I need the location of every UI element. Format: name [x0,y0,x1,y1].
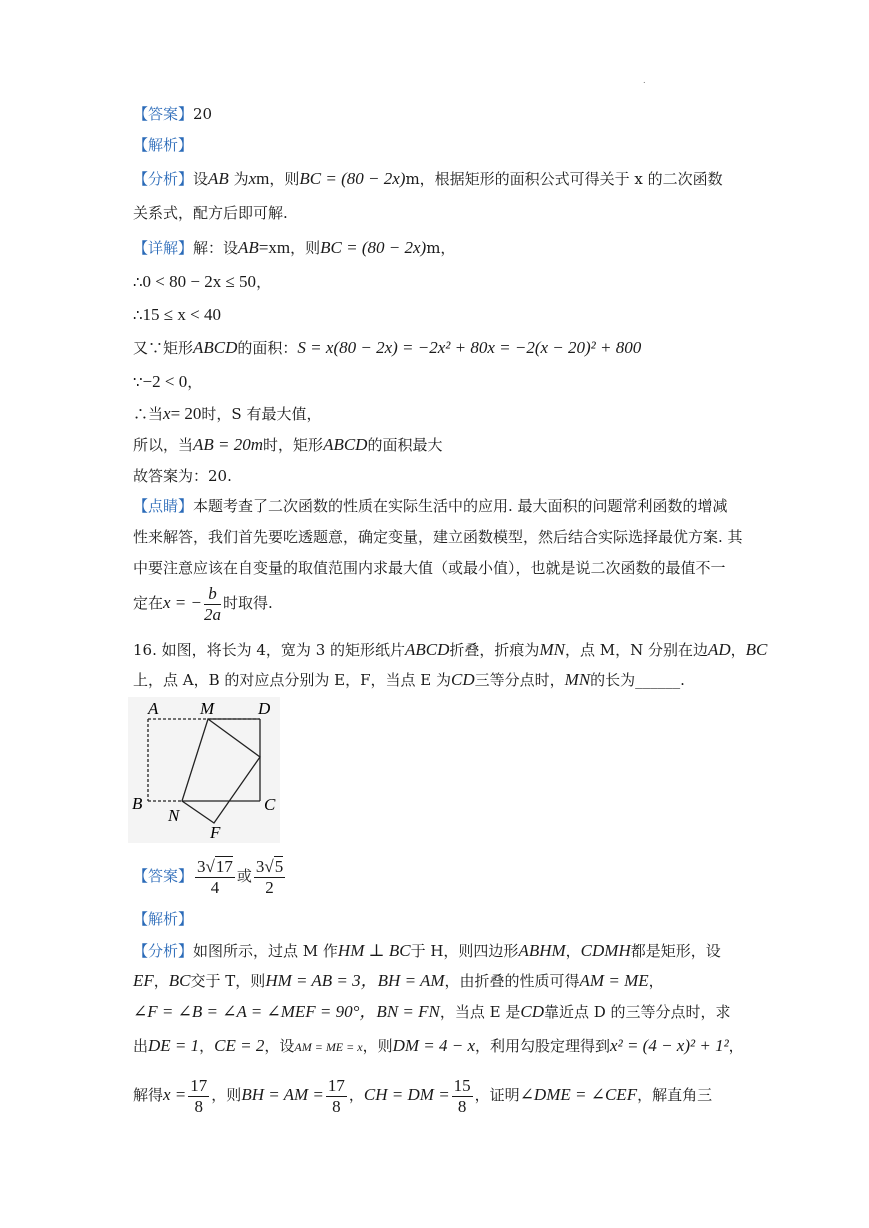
therefore-symbol: ∴ [133,273,143,291]
text: ， [728,1037,744,1055]
numerator: 3√17 [197,856,233,876]
math: BH = AM = [241,1085,324,1104]
text: 时，S 有最大值， [201,405,322,423]
folded-rectangle-figure [128,697,280,843]
math: ∠DME = ∠CEF [519,1085,638,1104]
radicand: 5 [274,856,284,876]
text: 上，点 A，B 的对应点分别为 E，F，当点 E 为 [133,671,452,689]
radicand: 17 [215,856,233,876]
numerator: b [204,584,221,605]
text: ，则 [290,239,321,257]
denominator: 8 [194,1096,204,1116]
text: 的长为______. [590,671,685,689]
math: 15 ≤ x < 40 [142,305,221,324]
fraction [326,1076,347,1117]
dianjing-tag: 【点睛】 [133,497,194,515]
q15-step-4 [133,372,202,392]
q16-stem-line-2 [133,670,685,690]
text: 交于 T，则 [190,972,266,990]
denominator: 8 [457,1096,467,1116]
answer-tag: 【答案】 [133,867,194,885]
text: ，则 [362,1037,393,1055]
q15-step-6 [133,435,442,455]
numerator: 17 [190,1075,208,1095]
answer-fraction-2 [254,857,285,898]
math: AB [238,238,259,257]
text: 时，矩形 [263,436,324,454]
label-n: N [168,806,180,825]
label-b: B [132,794,143,813]
math: CE = 2 [214,1036,265,1055]
analysis-tag: 【解析】 [133,910,194,928]
text: 定在 [133,594,164,612]
math: CD [520,1002,544,1021]
text: ， [730,641,746,659]
q16-fenxi-line-5 [133,1071,712,1119]
q15-step-7: 故答案为：20. [133,467,232,485]
math: ABCD [405,640,450,659]
text: 设 [193,170,209,188]
text: ，点 M，N 分别在边 [564,641,708,659]
math: −2 < 0 [142,372,188,391]
numerator: 3√5 [255,856,284,876]
q15-analysis-tag-line [133,135,193,155]
answer-fraction-1 [195,857,235,898]
answer-value: 20 [193,105,213,123]
math: ∠F = ∠B = ∠A = ∠MEF = 90°，BN = FN [133,1002,440,1021]
answer-tag: 【答案】 [133,105,194,123]
text: 都是矩形，设 [630,942,721,960]
text: ，由折叠的性质可得 [444,972,580,990]
text: ， [199,1037,215,1055]
q15-dianjing-line-2: 性来解答，我们首先要吃透题意，确定变量，建立函数模型，然后结合实际选择最优方案. 其 [133,528,743,546]
math: DE = 1 [148,1036,200,1055]
denominator: 2a [204,604,222,624]
math: DM = 4 − x [392,1036,476,1055]
text: 或 [236,867,252,885]
analysis-tag: 【解析】 [133,136,194,154]
q16-fenxi-line-2 [133,971,664,991]
math: CD [451,670,475,689]
math: S = x(80 − 2x) = −2x² + 80x = −2(x − 20)² + 800 [297,338,642,357]
q16-fenxi-line-4 [133,1036,744,1057]
text: ， [565,942,581,960]
math: ABHM [518,941,566,960]
q16-fenxi-line-1 [133,941,721,961]
text: ，证明 [474,1086,520,1104]
q15-fenxi-line-2: 关系式，配方后即可解. [133,204,288,222]
math: ABCD [323,435,368,454]
text: ， [256,273,272,291]
text: ，利用勾股定理得到 [475,1037,611,1055]
text: m，根据矩形的面积公式可得关于 x 的二次函数 [405,170,723,188]
math: x [163,404,171,423]
math: BC [168,971,191,990]
q15-step-5 [133,404,321,424]
q16-stem-line-1 [133,640,767,660]
math: ABCD [193,338,238,357]
label-f: F [210,823,221,842]
therefore-symbol: ∴ [133,306,143,324]
math: MN [539,640,565,659]
fraction [204,584,221,625]
denominator: 8 [332,1096,341,1116]
text: 如图所示，过点 M 作 [193,942,338,960]
math: BC [745,640,768,659]
fraction [188,1076,209,1117]
math: BC = (80 − 2x) [299,169,406,188]
text: 的面积最大 [367,436,443,454]
text: 为 [228,170,249,188]
text: 三等分点时， [474,671,565,689]
q15-step-3 [133,338,641,358]
math: AD [707,640,731,659]
text: 折叠，折痕为 [449,641,540,659]
denominator: 4 [210,877,220,897]
text: ∴当 [133,405,164,423]
fraction [452,1076,473,1117]
label-d: D [258,699,271,718]
numerator: 17 [327,1075,345,1095]
q16-analysis-tag-line [133,909,193,929]
text: 靠近点 D 的三等分点时，求 [543,1003,731,1021]
text: 的面积： [237,339,298,357]
text: ，解直角三 [637,1086,713,1104]
coefficient: 3 [255,856,265,876]
math: EF [133,971,154,990]
text: ， [187,373,203,391]
math: x [248,169,257,188]
math: AB = 20m [193,435,264,454]
fenxi-tag: 【分析】 [133,942,194,960]
math: m [256,169,270,188]
coefficient: 3 [197,856,206,876]
label-c: C [264,795,276,814]
math: x = − [163,593,203,612]
math: AM = ME [579,971,649,990]
math: CDMH [580,941,631,960]
text: m， [426,239,456,257]
text: ，当点 E 是 [439,1003,521,1021]
q15-dianjing-line-1 [133,496,728,516]
q15-step-2 [133,305,221,325]
math: x² = (4 − x)² + 1² [610,1036,729,1055]
text: 所以，当 [133,436,194,454]
math: AB [208,169,229,188]
math: BC = (80 − 2x) [320,238,427,257]
text: 又∵矩形 [133,339,194,357]
text: ， [348,1086,364,1104]
text: ，则 [269,170,300,188]
text: ，则 [211,1086,242,1104]
text: 解：设 [193,239,239,257]
label-m: M [200,699,215,718]
math: =xm [258,238,291,257]
text: 16. 如图，将长为 4，宽为 3 的矩形纸片 [133,641,406,659]
q15-dianjing-line-4 [133,582,273,625]
because-symbol: ∵ [133,373,143,391]
text: 于 H，则四边形 [410,942,519,960]
fenxi-tag: 【分析】 [133,170,194,188]
numerator: 15 [453,1075,471,1095]
q15-fenxi-line-1 [133,169,723,189]
xiangjie-tag: 【详解】 [133,239,194,257]
page-mark: . [643,76,646,85]
text: 本题考查了二次函数的性质在实际生活中的应用. 最大面积的问题常利函数的增减 [193,497,728,515]
math: AM = ME = x [294,1040,363,1054]
q15-dianjing-line-3: 中要注意应该在自变量的取值范围内求最大值（或最小值），也就是说二次函数的最值不一 [133,559,726,577]
text: 解得 [133,1086,164,1104]
text: 出 [133,1037,149,1055]
math: = 20 [170,404,202,423]
text: ，设 [264,1037,295,1055]
q16-fenxi-line-3 [133,1002,731,1022]
math: HM = AB = 3，BH = AM [265,971,445,990]
text: ， [648,972,664,990]
math: CH = DM = [363,1085,450,1104]
math: MN [564,670,591,689]
math: 0 < 80 − 2x ≤ 50 [142,272,257,291]
denominator: 2 [265,877,274,897]
q16-answer-line [133,853,287,899]
text: ， [153,972,169,990]
q15-step-1 [133,272,271,292]
q15-xiangjie-line [133,238,455,258]
label-a: A [148,699,159,718]
math: x = [163,1085,187,1104]
math: HM ⊥ BC [337,941,411,960]
q15-answer-line [133,104,212,124]
text: 时取得. [223,594,273,612]
